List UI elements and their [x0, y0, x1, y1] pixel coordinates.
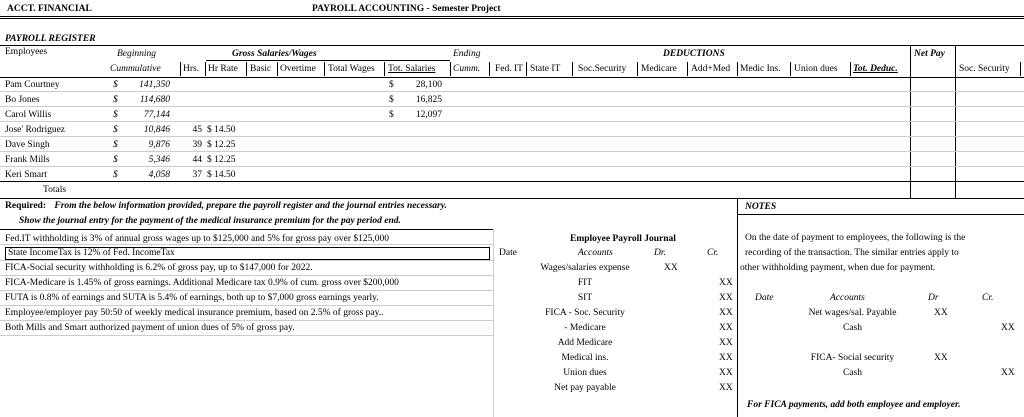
- journal-cr-value: XX: [719, 353, 733, 363]
- notes-paragraph-1: On the date of payment to employees, the following is the: [745, 233, 966, 243]
- hourly-rate: $ 12.25: [207, 140, 236, 150]
- register-title: PAYROLL REGISTER: [5, 34, 96, 44]
- hourly-rate: $ 14.50: [207, 125, 236, 135]
- col-hrs: Hrs.: [183, 64, 200, 74]
- journal-cr-value: XX: [719, 308, 733, 318]
- required-text-2: Show the journal entry for the payment of the medical insurance premium for the pay period end.: [19, 216, 401, 226]
- col-employees: Employees: [5, 47, 48, 57]
- col-overtime: Overtime: [280, 64, 316, 74]
- journal-cr-value: XX: [719, 368, 733, 378]
- totals-label: Totals: [43, 185, 67, 195]
- beg-currency: $: [113, 125, 118, 135]
- notes-account: FICA- Social security: [810, 353, 895, 363]
- journal-dr-value: XX: [664, 263, 678, 273]
- col-beginning-top: Beginning: [117, 49, 157, 59]
- rule-item: FICA-Social security withholding is 6.2% of gross pay, up to $147,000 for 2022.: [5, 263, 313, 273]
- gross-wages-title: Gross Salaries/Wages: [232, 49, 317, 59]
- col-rate: Hr Rate: [208, 64, 238, 74]
- beg-cumulative: 77,144: [143, 110, 170, 120]
- tot-salaries: 16,825: [415, 95, 442, 105]
- course-label: ACCT. FINANCIAL: [7, 4, 92, 14]
- journal-account: FIT: [577, 278, 593, 288]
- journal-account: Union dues: [563, 368, 607, 378]
- tot-salaries: 28,100: [415, 80, 442, 90]
- deductions-title: DEDUCTIONS: [663, 49, 725, 59]
- col-tot-deduc: Tot. Deduc.: [853, 64, 898, 74]
- col-medicare: Medicare: [641, 64, 677, 74]
- notes-dr: Dr: [928, 293, 939, 303]
- col-soc-security-right: Soc. Security: [959, 64, 1010, 74]
- tot-currency: $: [389, 95, 394, 105]
- notes-title: NOTES: [745, 202, 777, 212]
- employee-name: Dave Singh: [5, 140, 50, 150]
- employee-name: Bo Jones: [5, 95, 40, 105]
- beg-cumulative: 141,350: [139, 80, 170, 90]
- col-beginning-bottom: Cummulative: [110, 64, 161, 74]
- beg-cumulative: 9,876: [148, 140, 170, 150]
- col-basic: Basic: [250, 64, 272, 74]
- journal-account: Add Medicare: [557, 338, 613, 348]
- notes-dr-value: XX: [934, 353, 948, 363]
- notes-paragraph-2: recording of the transaction. The similar entries apply to: [745, 248, 959, 258]
- rule-item: FICA-Medicare is 1.45% of gross earnings. Additional Medicare tax 0.9% of cum. gross over $200,000: [5, 278, 399, 288]
- journal-cr-value: XX: [719, 323, 733, 333]
- beg-currency: $: [113, 155, 118, 165]
- employee-name: Jose' Rodriguez: [5, 125, 66, 135]
- notes-dr-value: XX: [934, 308, 948, 318]
- journal-dr: Dr.: [654, 248, 666, 258]
- col-union-dues: Union dues: [794, 64, 838, 74]
- tot-currency: $: [389, 110, 394, 120]
- journal-date: Date: [499, 248, 517, 258]
- journal-account: Medical ins.: [561, 353, 609, 363]
- journal-title: Employee Payroll Journal: [570, 234, 676, 244]
- col-ending-bottom: Cumm.: [453, 64, 481, 74]
- hours: 44: [192, 155, 202, 165]
- journal-cr: Cr.: [707, 248, 719, 258]
- employee-name: Pam Courtney: [5, 80, 60, 90]
- notes-account: Cash: [843, 323, 862, 333]
- hourly-rate: $ 14.50: [207, 170, 236, 180]
- journal-cr-value: XX: [719, 293, 733, 303]
- beg-currency: $: [113, 95, 118, 105]
- employee-name: Keri Smart: [5, 170, 47, 180]
- beg-currency: $: [113, 110, 118, 120]
- journal-account: FICA - Soc. Security: [545, 308, 625, 318]
- beg-cumulative: 10,846: [143, 125, 170, 135]
- col-ending-top: Ending: [453, 49, 481, 59]
- col-medic-ins: Medic Ins.: [740, 64, 781, 74]
- col-fed-it: Fed. IT: [495, 64, 523, 74]
- required-text-1: From the below information provided, prepare the payroll register and the journal entries necessary.: [54, 201, 447, 211]
- tot-salaries: 12,097: [415, 110, 442, 120]
- required-block: [5, 201, 447, 211]
- rule-item: Employee/employer pay 50:50 of weekly medical insurance premium, based on 2.5% of gross pay..: [5, 308, 384, 318]
- hourly-rate: $ 12.25: [207, 155, 236, 165]
- notes-footer: For FICA payments, add both employee and employer.: [747, 400, 961, 410]
- journal-account: - Medicare: [564, 323, 606, 333]
- beg-cumulative: 114,680: [139, 95, 170, 105]
- beg-currency: $: [113, 170, 118, 180]
- journal-accounts: Accounts: [578, 248, 613, 258]
- net-pay-title: Net Pay: [914, 49, 945, 59]
- notes-date: Date: [755, 293, 774, 303]
- notes-cr-value: XX: [1001, 323, 1015, 333]
- notes-cr: Cr.: [982, 293, 994, 303]
- col-total-wages: Total Wages: [328, 64, 375, 74]
- journal-cr-value: XX: [719, 278, 733, 288]
- hours: 39: [192, 140, 202, 150]
- col-add-med: Add+Med: [691, 64, 731, 74]
- notes-account: Net wages/sal. Payable: [808, 308, 897, 318]
- hours: 45: [192, 125, 202, 135]
- required-label: Required:: [5, 201, 46, 211]
- notes-cr-value: XX: [1001, 368, 1015, 378]
- notes-accounts: Accounts: [830, 293, 865, 303]
- rule-item: FUTA is 0.8% of earnings and SUTA is 5.4% of earnings, both up to $7,000 gross earnings yearly.: [5, 293, 379, 303]
- journal-account: Net pay payable: [554, 383, 616, 393]
- notes-paragraph-3: other withholding payment, when due for payment.: [740, 263, 936, 273]
- hours: 37: [192, 170, 202, 180]
- journal-account: SIT: [577, 293, 593, 303]
- col-soc-security: Soc.Security: [578, 64, 627, 74]
- page-title: PAYROLL ACCOUNTING - Semester Project: [312, 4, 501, 14]
- beg-currency: $: [113, 140, 118, 150]
- beg-currency: $: [113, 80, 118, 90]
- rule-item: Both Mills and Smart authorized payment of union dues of 5% of gross pay.: [5, 323, 295, 333]
- tot-currency: $: [389, 80, 394, 90]
- journal-account: Wages/salaries expense: [540, 263, 630, 273]
- col-state-it: State IT: [530, 64, 561, 74]
- rule-item: Fed.IT withholding is 3% of annual gross wages up to $125,000 and 5% for gross pay over $125,000: [5, 234, 389, 244]
- journal-cr-value: XX: [719, 338, 733, 348]
- employee-name: Frank Mills: [5, 155, 50, 165]
- employee-name: Carol Willis: [5, 110, 52, 120]
- journal-cr-value: XX: [719, 383, 733, 393]
- beg-cumulative: 5,346: [148, 155, 170, 165]
- rule-item-selected[interactable]: State IncomeTax is 12% of Fed. IncomeTax: [5, 247, 490, 260]
- col-tot-salaries: Tot. Salaries: [388, 64, 436, 74]
- beg-cumulative: 4,058: [148, 170, 170, 180]
- notes-account: Cash: [843, 368, 862, 378]
